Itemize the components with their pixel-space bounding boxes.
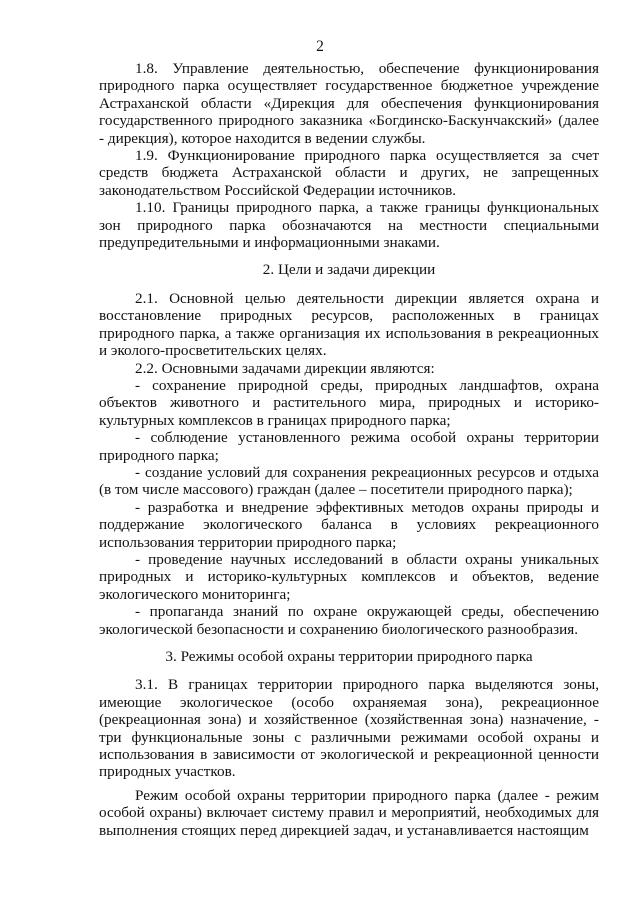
paragraph-2-2: 2.2. Основными задачами дирекции являются: (135, 359, 435, 377)
page-number: 2 (316, 38, 324, 55)
list-item: - пропаганда знаний по охране окружающей среды, обеспечению экологической безопасности и сохранению биологического разнообразия. (99, 603, 599, 638)
list-item: - проведение научных исследований в области охраны уникальных природных и историко-культурных комплексов и объектов, ведение экологического мониторинга; (99, 550, 599, 603)
list-item: - создание условий для сохранения рекреационных ресурсов и отдыха (в том числе массового) граждан (далее – посетители природного парка); (99, 463, 599, 499)
section-heading-3: 3. Режимы особой охраны территории природного парка (165, 648, 533, 665)
paragraph-1-10: 1.10. Границы природного парка, а также границы функциональных зон природного парка обозначаются на местности специальными предупредительными и информационными знаками. (99, 199, 599, 252)
list-item: - разработка и внедрение эффективных методов охраны природы и поддержание экологического баланса в условиях рекреационного использования территории природного парка; (99, 498, 599, 551)
paragraph-2-1: 2.1. Основной целью деятельности дирекции является охрана и восстановление природных ресурсов, расположенных в границах природного парка, а также организация их использования в рекреационных и эколого-просветительских целях. (99, 289, 599, 360)
paragraph-1-8: 1.8. Управление деятельностью, обеспечение функционирования природного парка осуществляет государственное бюджетное учреждение Астраханской области «Дирекция для обеспечения функционирования государственного природного заказника «Богдинско-Баскунчакский» (далее - дирекция), которое находится в ведении службы. (99, 60, 599, 147)
paragraph-3-1: 3.1. В границах территории природного парка выделяются зоны, имеющие экологическое (особо охраняемая зона), рекреационное (рекреационная зона) и хозяйственное (хозяйственная зона) назначение, - три функциональные зоны с различными режимами особой охраны и использования в зависимости от экологической и рекреационной ценности природных участков. (99, 676, 599, 781)
document-body (99, 60, 599, 839)
section-heading-2: 2. Цели и задачи дирекции (262, 261, 436, 279)
list-item: - сохранение природной среды, природных ландшафтов, охрана объектов животного и растительного мира, природных и историко-культурных комплексов в границах природного парка; (99, 376, 599, 429)
paragraph-regime: Режим особой охраны территории природного парка (далее - режим особой охраны) включает систему правил и мероприятий, необходимых для выполнения стоящих перед дирекцией задач, и устанавливается настоящим (99, 786, 599, 839)
paragraph-1-9: 1.9. Функционирование природного парка осуществляется за счет средств бюджета Астраханской области и других, не запрещенных законодательством Российской Федерации источников. (99, 147, 599, 199)
list-item: - соблюдение установленного режима особой охраны территории природного парка; (99, 429, 599, 464)
